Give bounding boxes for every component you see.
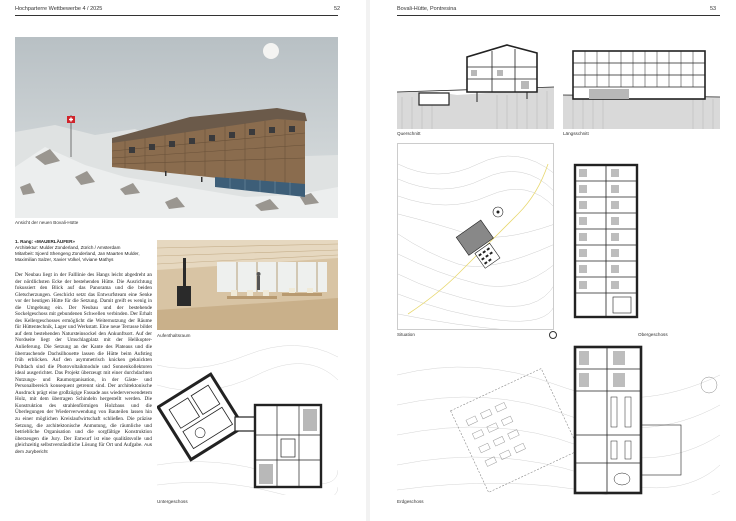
north-arrow-icon: [549, 331, 557, 339]
jury-report-body: Der Neubau liegt in der Falllinie des Hangs leicht abgedreht an der nördlichsten Ecke der bestehenden Hütte. Die Ausrichtung fokussiert den Blick auf das Panorama und die beiden Gletscherzungen. Geschickt setzt das Entwurfsteam eine Senke vor der heutigen Hütte für die Setzung. Damit greift es wenig in die Umgebung ein. Der Neubau und der bestehende Sockelgeschoss mit gebundenen Schwellen verbinden. Der Erhalt des Kellergeschosses ermöglicht die Weiternutzung der Räume für Hüttentechnik, Lager und Werkstatt. Eine neue Terrasse bildet auf dem bestehenden Natursteinsockel den Ankunftsort. Auf der Nordseite liegt der Umschlagplatz mit der Helikopter-Anlieferung. Die Setzung an der Kante des Plateaus und die überraschende Dachsilhouette lassen die Hütte beim Aufstieg früh erblicken. Auf den asymmetrisch knicken geknickten Pultdach sind die Photovoltaikmodule und Sonnenkollektoren ideal ausgerichtet. Das Projekt überzeugt mit einer durchdachten Nutzungs- und Raumorganisation, in der Gäste- und Personalbereich konsequent getrennt sind. Der architektonische Ausdruck prägt eine großzügige Fassade aus wiederverwendetem Holz, mit dem überragen Schindeln hergestellt werden. Die Konstruktion des strahlenförmigen Holzbaus und die Überlegungen der Wiederverwendung von Bauteilen lassen hin zu einer möglichen Kreislaufwirtschaft schließen. Die präzise Setzung, die architektonische Anmutung, die räumliche und betriebliche Organisation und die sorgfältige Konstruktion überzeugen die Jury. Der Entwurf ist eine qualitätsvolle und gleichzeitig selbstverständliche Lösung für Ort und Aufgabe.: [15, 272, 152, 449]
ground-floor-plan: [397, 345, 720, 495]
upper-floor-plan: [563, 143, 720, 330]
long-section-drawing: [563, 37, 720, 129]
left-page: [0, 0, 366, 521]
caption-basement: Untergeschoss: [157, 499, 188, 504]
page-number-left: 52: [334, 6, 341, 12]
header-rule: [15, 15, 338, 16]
jury-report-text: [15, 272, 152, 455]
caption-upper-floor: Obergeschoss: [638, 332, 668, 337]
cross-section-drawing: [397, 37, 554, 129]
caption-site-plan: Situation: [397, 332, 415, 337]
caption-long-section: Längsschnitt: [563, 131, 589, 136]
exterior-rendering-photo: [15, 37, 338, 218]
site-plan-drawing: [397, 143, 554, 330]
rank-title: 1. Rang: «MAUERLÄUFER»: [15, 239, 75, 244]
caption-ground-floor: Erdgeschoss: [397, 499, 424, 504]
architects-line: Architektur: Mulder Zonderland, Zürich / Amsterdam: [15, 245, 121, 250]
running-head-left: Hochparterre Wettbewerbe 4 / 2025: [15, 6, 103, 12]
page-number-right: 53: [710, 6, 717, 12]
competition-credits: [15, 239, 152, 263]
collaborators-line: Mitarbeit: Sjoerd Shengeng Zonderland, Jan Maarten Mulder, Maximilian Salzer, Xavier Volkel, Viviane Mathys: [15, 251, 140, 262]
running-head-right: Bovali-Hütte, Pontresina: [397, 6, 457, 12]
interior-photo: [157, 240, 338, 330]
caption-exterior: Ansicht der neuen Bovali-Hütte: [15, 220, 79, 225]
header-rule-right: [397, 15, 720, 16]
basement-floor-plan: [157, 345, 338, 495]
right-page: [370, 0, 736, 521]
jury-report-author: Aus dem Jurybericht: [15, 442, 152, 454]
caption-interior: Aufenthaltsraum: [157, 333, 191, 338]
caption-cross-section: Querschnitt: [397, 131, 421, 136]
